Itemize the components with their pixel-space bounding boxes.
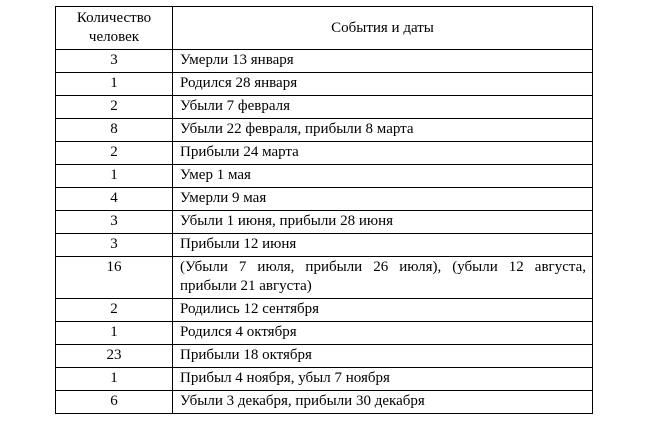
cell-count: 1 [56, 368, 173, 391]
cell-events: Умерли 13 января [173, 50, 593, 73]
table-header [56, 7, 593, 50]
cell-events: Умерли 9 мая [173, 188, 593, 211]
cell-count: 3 [56, 50, 173, 73]
cell-count: 1 [56, 322, 173, 345]
table-row [56, 345, 593, 368]
cell-events: Убыли 7 февраля [173, 96, 593, 119]
cell-events: Прибыли 18 октября [173, 345, 593, 368]
table-row [56, 391, 593, 414]
header-events: События и даты [173, 7, 593, 50]
cell-events: Родился 28 января [173, 73, 593, 96]
events-table-container [55, 6, 593, 414]
cell-count: 3 [56, 211, 173, 234]
cell-events: Убыли 22 февраля, прибыли 8 марта [173, 119, 593, 142]
table-row [56, 368, 593, 391]
cell-count: 2 [56, 142, 173, 165]
events-table [55, 6, 593, 414]
cell-count: 2 [56, 96, 173, 119]
table-row [56, 96, 593, 119]
cell-events: Убыли 3 декабря, прибыли 30 декабря [173, 391, 593, 414]
table-row [56, 322, 593, 345]
table-row [56, 73, 593, 96]
cell-events: Умер 1 мая [173, 165, 593, 188]
table-row [56, 234, 593, 257]
cell-events: Родились 12 сентября [173, 299, 593, 322]
table-row [56, 257, 593, 299]
table-row [56, 188, 593, 211]
cell-count: 8 [56, 119, 173, 142]
table-row [56, 119, 593, 142]
cell-events: Убыли 1 июня, прибыли 28 июня [173, 211, 593, 234]
cell-events: Прибыл 4 ноября, убыл 7 ноября [173, 368, 593, 391]
table-row [56, 50, 593, 73]
cell-events: Прибыли 24 марта [173, 142, 593, 165]
cell-events: Родился 4 октября [173, 322, 593, 345]
table-row [56, 299, 593, 322]
cell-count: 6 [56, 391, 173, 414]
cell-count: 1 [56, 73, 173, 96]
table-row [56, 165, 593, 188]
cell-events: Прибыли 12 июня [173, 234, 593, 257]
table-row [56, 142, 593, 165]
cell-count: 1 [56, 165, 173, 188]
cell-events: (Убыли 7 июля, прибыли 26 июля), (убыли 12 августа, прибыли 21 августа) [173, 257, 593, 299]
cell-count: 16 [56, 257, 173, 299]
header-count: Количество человек [56, 7, 173, 50]
cell-count: 23 [56, 345, 173, 368]
table-row [56, 211, 593, 234]
header-row [56, 7, 593, 50]
table-body [56, 50, 593, 414]
cell-count: 4 [56, 188, 173, 211]
cell-count: 3 [56, 234, 173, 257]
cell-count: 2 [56, 299, 173, 322]
